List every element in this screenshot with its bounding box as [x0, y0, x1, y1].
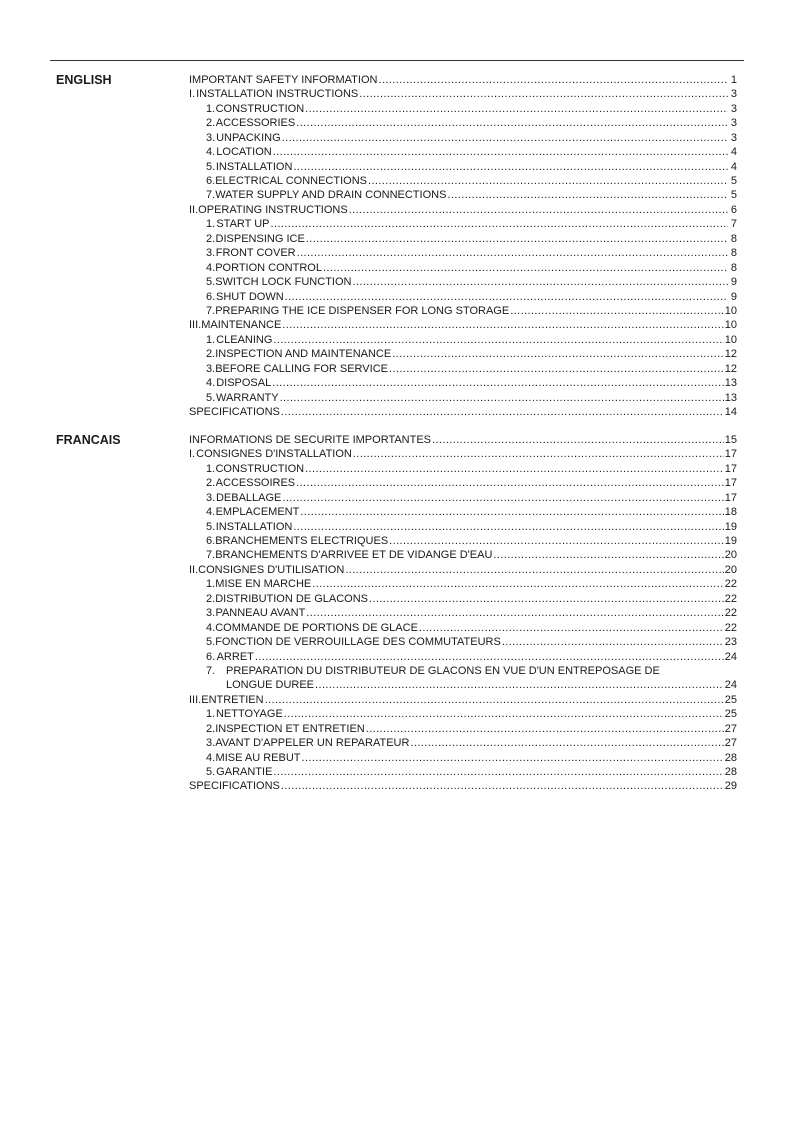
dot-leader: [297, 246, 728, 260]
toc-entry-title: OPERATING INSTRUCTIONS: [198, 203, 348, 216]
toc-entry[interactable]: [189, 462, 737, 476]
toc-entry-number: 3.: [206, 607, 216, 620]
toc-entry[interactable]: [189, 116, 737, 130]
toc-entries: [189, 433, 737, 794]
toc-entry-page-number: 3: [730, 131, 737, 144]
dot-leader: [282, 131, 728, 145]
toc-entry[interactable]: [189, 549, 737, 563]
toc-entry[interactable]: [189, 722, 737, 736]
toc-entry-number: 4.: [206, 261, 216, 274]
toc-entry-title: FRONT COVER: [215, 247, 296, 260]
toc-entry-title: CONSIGNES D'UTILISATION: [198, 563, 345, 576]
toc-entry-title: ACCESSOIRES: [215, 477, 296, 490]
toc-entry-number: 5.: [206, 766, 216, 779]
toc-entry-number: III.: [189, 693, 202, 706]
toc-entry-page-number: 18: [724, 506, 737, 519]
toc-entry[interactable]: [189, 246, 737, 260]
toc-entry[interactable]: [189, 217, 737, 231]
toc-entry[interactable]: [189, 347, 737, 361]
dot-leader: [502, 635, 724, 649]
toc-entry-title: MISE EN MARCHE: [215, 578, 312, 591]
toc-entry-page-number: 4: [730, 160, 737, 173]
toc-entry-number: 5.: [206, 520, 216, 533]
toc-entry[interactable]: [189, 606, 737, 620]
toc-entry-title: INSPECTION ET ENTRETIEN: [215, 722, 365, 735]
toc-entry-number: 2.: [206, 722, 216, 735]
toc-entry-title: NETTOYAGE: [215, 708, 283, 721]
toc-entry[interactable]: [189, 592, 737, 606]
toc-entry[interactable]: [189, 736, 737, 750]
dot-leader: [273, 765, 723, 779]
toc-entry-number: 5.: [206, 636, 216, 649]
toc-entry-page-number: 19: [724, 535, 737, 548]
toc-entry-number: 1.: [206, 462, 216, 475]
toc-entry-page-number: 17: [724, 477, 737, 490]
toc-entry-page-number: 20: [724, 563, 737, 576]
toc-entry-page-number: 8: [730, 261, 737, 274]
dot-leader: [281, 779, 724, 793]
toc-entry[interactable]: [189, 765, 737, 779]
toc-entry[interactable]: [189, 391, 737, 405]
toc-entry[interactable]: [189, 290, 737, 304]
toc-entry-title: CLEANING: [216, 333, 273, 346]
toc-entry[interactable]: [189, 635, 737, 649]
dot-leader: [282, 491, 723, 505]
toc-entry-number: 3.: [206, 131, 216, 144]
dot-leader: [306, 232, 728, 246]
toc-entry-title: ACCESSORIES: [215, 117, 296, 130]
dot-leader: [305, 102, 728, 116]
dot-leader: [273, 333, 723, 347]
toc-entry[interactable]: [189, 577, 737, 591]
toc-entry[interactable]: [189, 707, 737, 721]
language-heading: ENGLISH: [56, 73, 112, 87]
dot-leader: [280, 391, 724, 405]
dot-leader: [359, 87, 728, 101]
toc-entry-title: INSTALLATION INSTRUCTIONS: [196, 88, 359, 101]
toc-entry-title: CONSIGNES D'INSTALLATION: [196, 448, 352, 461]
toc-entry[interactable]: [189, 189, 737, 203]
dot-leader: [410, 736, 723, 750]
dot-leader: [432, 433, 724, 447]
toc-entry-page-number: 20: [724, 549, 737, 562]
toc-entry-page-number: 28: [724, 751, 737, 764]
toc-entry-number: 5.: [206, 391, 216, 404]
toc-entry-title: PREPARING THE ICE DISPENSER FOR LONG STORAGE: [215, 304, 510, 317]
dot-leader: [315, 678, 724, 692]
toc-entry-number: 4.: [206, 621, 216, 634]
toc-entry-page-number: 1: [730, 73, 737, 86]
toc-entry-page-number: 17: [724, 448, 737, 461]
toc-entry-number: 3.: [206, 362, 216, 375]
dot-leader: [345, 563, 723, 577]
toc-entry[interactable]: [189, 678, 737, 692]
toc-entry-page-number: 3: [730, 102, 737, 115]
toc-entry[interactable]: [189, 304, 737, 318]
toc-entry-page-number: 13: [724, 377, 737, 390]
toc-entry-number: I.: [189, 448, 196, 461]
toc-entry-title: PREPARATION DU DISTRIBUTEUR DE GLACONS EN VUE D'UN ENTREPOSAGE DE: [226, 664, 660, 677]
toc-entry-page-number: 22: [724, 592, 737, 605]
toc-entry-page-number: 13: [724, 391, 737, 404]
toc-entry[interactable]: [189, 505, 737, 519]
toc-entry[interactable]: [189, 447, 737, 461]
toc-entry-page-number: 4: [730, 146, 737, 159]
toc-entry-page-number: 22: [724, 607, 737, 620]
dot-leader: [392, 347, 724, 361]
toc-entry-number: 2.: [206, 477, 216, 490]
toc-entry-page-number: 25: [724, 708, 737, 721]
dot-leader: [282, 318, 723, 332]
toc-entry-page-number: 27: [724, 737, 737, 750]
toc-entry[interactable]: [189, 476, 737, 490]
toc-entry[interactable]: [189, 491, 737, 505]
dot-leader: [302, 751, 724, 765]
toc-entry-number: 6.: [206, 535, 216, 548]
toc-entry-page-number: 10: [724, 319, 737, 332]
dot-leader: [296, 116, 728, 130]
toc-entry-number: 7.: [206, 189, 216, 202]
toc-entry-page-number: 6: [730, 203, 737, 216]
toc-entry[interactable]: [189, 318, 737, 332]
toc-entry-page-number: 28: [724, 766, 737, 779]
toc-entry-number: 7.: [206, 549, 216, 562]
toc-entry-page-number: 3: [730, 117, 737, 130]
toc-entry[interactable]: [189, 664, 737, 678]
dot-leader: [368, 174, 728, 188]
dot-leader: [352, 275, 728, 289]
dot-leader: [273, 145, 728, 159]
toc-entry[interactable]: [189, 73, 737, 87]
toc-entry-title: COMMANDE DE PORTIONS DE GLACE: [215, 621, 418, 634]
toc-entry[interactable]: [189, 621, 737, 635]
toc-entry-number: 4.: [206, 377, 216, 390]
toc-entry[interactable]: [189, 751, 737, 765]
toc-entry-number: II.: [189, 563, 199, 576]
toc-entry-title: ELECTRICAL CONNECTIONS: [215, 175, 367, 188]
toc-entry-title: MAINTENANCE: [201, 319, 282, 332]
toc-entry-title: WATER SUPPLY AND DRAIN CONNECTIONS: [215, 189, 447, 202]
toc-entry-page-number: 7: [730, 218, 737, 231]
toc-entry-title: LONGUE DUREE: [226, 679, 315, 692]
toc-entry-page-number: 27: [724, 722, 737, 735]
toc-entry-page-number: 3: [730, 88, 737, 101]
toc-entry-title: MISE AU REBUT: [215, 751, 301, 764]
toc-entry-page-number: 10: [724, 333, 737, 346]
toc-entry[interactable]: [189, 376, 737, 390]
toc-entry-number: 2.: [206, 592, 216, 605]
toc-entry-title: DISPOSAL: [216, 377, 272, 390]
dot-leader: [447, 188, 728, 202]
toc-entry[interactable]: [189, 145, 737, 159]
toc-entry-number: 4.: [206, 506, 216, 519]
dot-leader: [300, 505, 723, 519]
toc-entry-page-number: 17: [724, 462, 737, 475]
toc-entry[interactable]: [189, 87, 737, 101]
toc-entry-page-number: 9: [730, 276, 737, 289]
toc-entry-title: ENTRETIEN: [201, 693, 264, 706]
toc-entry-title: BRANCHEMENTS ELECTRIQUES: [215, 535, 389, 548]
toc-entry-number: III.: [189, 319, 202, 332]
toc-entry[interactable]: [189, 232, 737, 246]
toc-entry[interactable]: [189, 780, 737, 794]
toc-entry-title: START UP: [216, 218, 270, 231]
dot-leader: [389, 362, 724, 376]
toc-entry-number: 7.: [206, 664, 216, 677]
toc-entry[interactable]: [189, 275, 737, 289]
top-rule: [50, 60, 744, 61]
toc-entry-title: IMPORTANT SAFETY INFORMATION: [189, 73, 378, 86]
toc-entry-number: 6.: [206, 175, 216, 188]
toc-entry[interactable]: [189, 102, 737, 116]
dot-leader: [369, 592, 724, 606]
dot-leader: [281, 405, 724, 419]
toc-entry-page-number: 5: [730, 175, 737, 188]
toc-entry-number: 3.: [206, 737, 216, 750]
dot-leader: [265, 693, 724, 707]
toc-entry-title: ARRET: [216, 650, 254, 663]
toc-entry-number: 4.: [206, 751, 216, 764]
dot-leader: [306, 606, 723, 620]
toc-entry-title: DEBALLAGE: [215, 491, 282, 504]
dot-leader: [353, 447, 724, 461]
toc-entry[interactable]: [189, 650, 737, 664]
toc-entry-page-number: 8: [730, 247, 737, 260]
toc-entry-title: SPECIFICATIONS: [189, 406, 280, 419]
dot-leader: [272, 376, 724, 390]
dot-leader: [493, 548, 723, 562]
toc-entry[interactable]: [189, 333, 737, 347]
toc-entry-title: PORTION CONTROL: [215, 261, 322, 274]
toc-entry[interactable]: [189, 131, 737, 145]
toc-entry-title: INSTALLATION: [215, 160, 293, 173]
toc-entry-page-number: 22: [724, 621, 737, 634]
toc-entry-number: 2.: [206, 348, 216, 361]
toc-entry-title: BEFORE CALLING FOR SERVICE: [215, 362, 388, 375]
toc-entry-number: 5.: [206, 276, 216, 289]
toc-entry-title: CONSTRUCTION: [215, 102, 305, 115]
toc-entry-page-number: 29: [724, 780, 737, 793]
toc-entry-title: INSPECTION AND MAINTENANCE: [215, 348, 392, 361]
toc-entry-page-number: 12: [724, 348, 737, 361]
toc-entry-page-number: 10: [724, 304, 737, 317]
toc-entry-title: INFORMATIONS DE SECURITE IMPORTANTES: [189, 433, 432, 446]
toc-entry-number: 2.: [206, 232, 216, 245]
toc-entry-page-number: 23: [724, 636, 737, 649]
toc-entry-title: SWITCH LOCK FUNCTION: [215, 276, 352, 289]
toc-entry-number: 1.: [206, 578, 216, 591]
toc-entry-title: DISTRIBUTION DE GLACONS: [215, 592, 368, 605]
toc-entry[interactable]: [189, 563, 737, 577]
dot-leader: [349, 203, 728, 217]
dot-leader: [389, 534, 724, 548]
dot-leader: [378, 73, 728, 87]
toc-entry-number: 2.: [206, 117, 216, 130]
toc-entry[interactable]: [189, 520, 737, 534]
toc-entry-page-number: 12: [724, 362, 737, 375]
toc-entry-number: II.: [189, 203, 199, 216]
toc-entry-title: DISPENSING ICE: [215, 232, 305, 245]
dot-leader: [510, 304, 724, 318]
toc-entry[interactable]: [189, 362, 737, 376]
dot-leader: [271, 217, 728, 231]
toc-entry-title: PANNEAU AVANT: [215, 607, 306, 620]
toc-entry-page-number: 8: [730, 232, 737, 245]
toc-entry-page-number: 24: [724, 679, 737, 692]
toc-entry-title: FONCTION DE VERROUILLAGE DES COMMUTATEURS: [215, 636, 501, 649]
toc-entry-number: 5.: [206, 160, 216, 173]
toc-entry-number: 4.: [206, 146, 216, 159]
toc-entry[interactable]: [189, 174, 737, 188]
toc-entry-number: 1.: [206, 102, 216, 115]
toc-entry-number: 6.: [206, 650, 216, 663]
toc-entry-number: 7.: [206, 304, 216, 317]
toc-entry-page-number: 14: [724, 406, 737, 419]
toc-entry-number: 1.: [206, 333, 216, 346]
toc-entry-number: 1.: [206, 708, 216, 721]
dot-leader: [312, 577, 723, 591]
toc-entry-number: 1.: [206, 218, 216, 231]
toc-entry-title: SHUT DOWN: [216, 290, 284, 303]
toc-entry-number: 3.: [206, 491, 216, 504]
toc-entry-page-number: 24: [724, 650, 737, 663]
toc-entry-page-number: 22: [724, 578, 737, 591]
toc-entry[interactable]: [189, 433, 737, 447]
dot-leader: [323, 261, 728, 275]
dot-leader: [419, 621, 724, 635]
toc-entry-page-number: 19: [724, 520, 737, 533]
toc-entry[interactable]: [189, 405, 737, 419]
toc-entry[interactable]: [189, 203, 737, 217]
dot-leader: [293, 160, 728, 174]
toc-entry[interactable]: [189, 534, 737, 548]
toc-entry-title: WARRANTY: [216, 391, 279, 404]
toc-entry-page-number: 15: [724, 433, 737, 446]
dot-leader: [255, 650, 724, 664]
toc-entries: [189, 73, 737, 420]
toc-entry-page-number: 25: [724, 693, 737, 706]
toc-entry-title: INSTALLATION: [215, 520, 293, 533]
toc-entry-title: AVANT D'APPELER UN REPARATEUR: [215, 737, 410, 750]
toc-entry[interactable]: [189, 261, 737, 275]
dot-leader: [285, 290, 728, 304]
dot-leader: [293, 520, 723, 534]
toc-entry-title: CONSTRUCTION: [215, 462, 305, 475]
toc-entry-title: UNPACKING: [216, 131, 281, 144]
dot-leader: [284, 707, 724, 721]
toc-entry-title: EMPLACEMENT: [215, 506, 300, 519]
toc-entry-number: 6.: [206, 290, 216, 303]
toc-entry-number: I.: [189, 88, 196, 101]
toc-entry-title: SPECIFICATIONS: [189, 780, 280, 793]
toc-entry-number: 3.: [206, 247, 216, 260]
dot-leader: [366, 722, 724, 736]
dot-leader: [305, 462, 724, 476]
toc-entry-title: GARANTIE: [216, 766, 273, 779]
toc-entry-page-number: 9: [730, 290, 737, 303]
language-heading: FRANCAIS: [56, 433, 121, 447]
toc-entry[interactable]: [189, 160, 737, 174]
dot-leader: [296, 476, 724, 490]
toc-entry[interactable]: [189, 693, 737, 707]
toc-entry-page-number: 17: [724, 491, 737, 504]
toc-entry-title: LOCATION: [216, 146, 272, 159]
toc-entry-title: BRANCHEMENTS D'ARRIVEE ET DE VIDANGE D'EAU: [215, 549, 493, 562]
toc-entry-page-number: 5: [730, 189, 737, 202]
